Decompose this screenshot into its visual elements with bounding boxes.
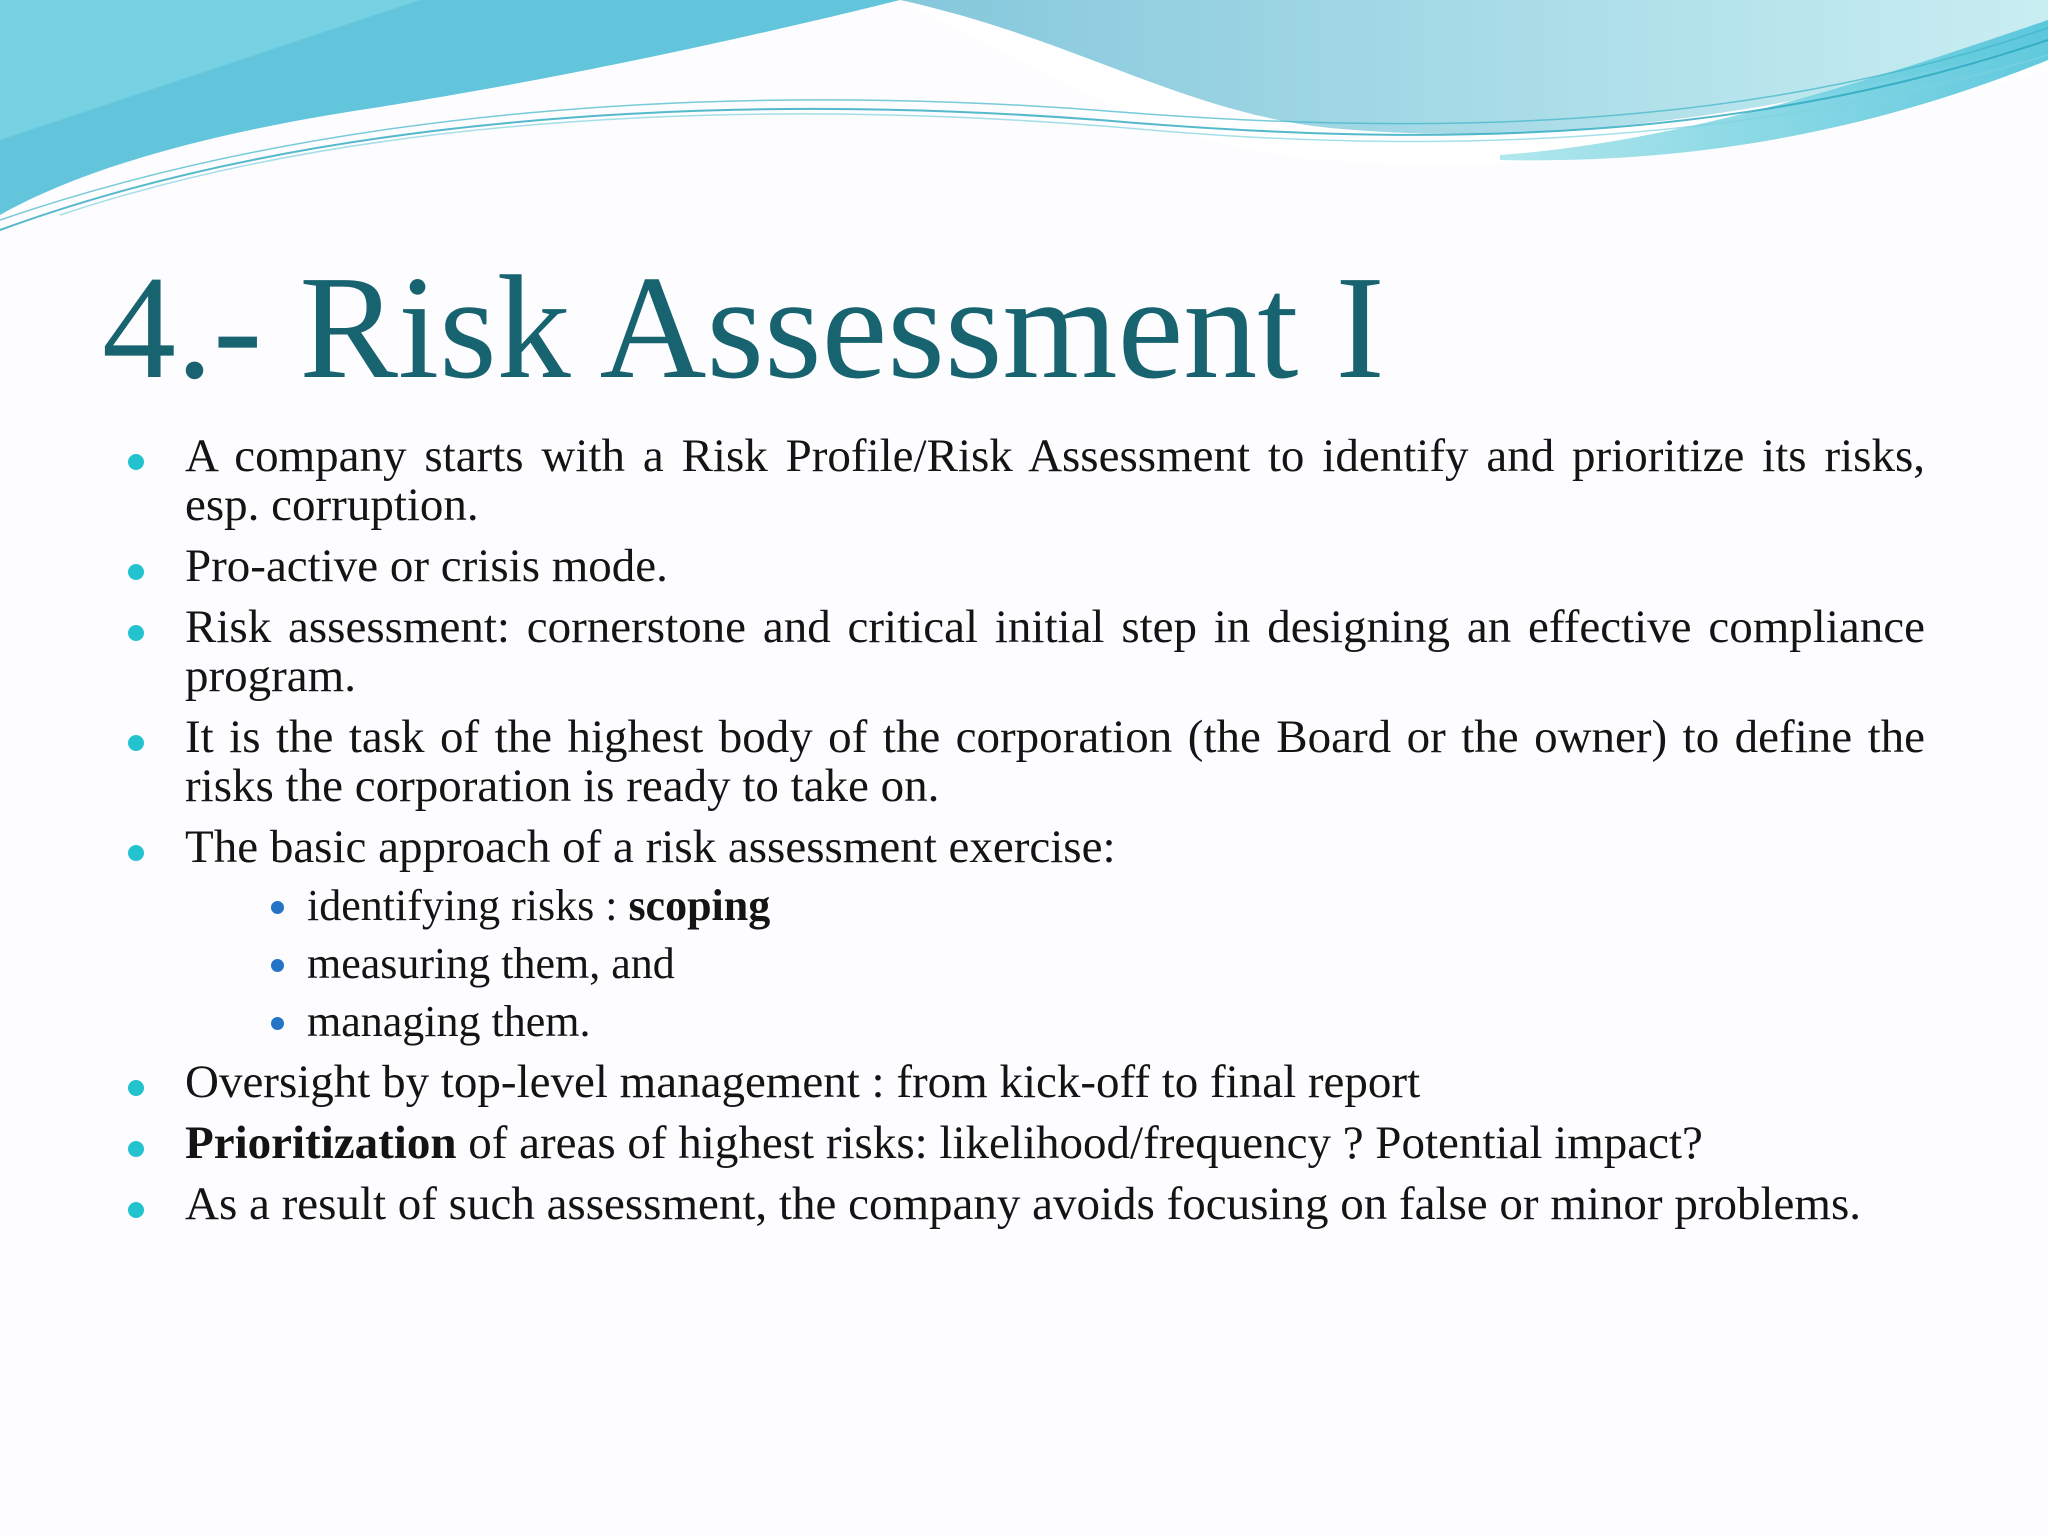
bullet-dot-icon (128, 735, 144, 751)
bullet-bold-text: Prioritization (185, 1117, 457, 1169)
bullet-dot-icon (128, 1141, 144, 1157)
bullet-dot-icon (128, 625, 144, 641)
sub-list-item (185, 998, 1925, 1046)
bullet-text: Oversight by top-level management : from kick-off to final report (185, 1056, 1421, 1108)
bullet-text: It is the task of the highest body of the corporation (the Board or the owner) to define the risks the corporation is ready to take on. (185, 711, 1925, 812)
bullet-dot-icon (128, 564, 144, 580)
sub-bullet-dot-icon (271, 901, 284, 914)
list-item (128, 1058, 1925, 1107)
sub-bullet-text (267, 882, 770, 930)
bullet-list (128, 432, 1925, 1229)
list-item (128, 823, 1925, 1046)
sub-bullet-dot-icon (271, 1017, 284, 1030)
list-item (128, 1180, 1925, 1229)
sub-bullet-prefix: identifying risks : (307, 881, 629, 930)
bullet-text: The basic approach of a risk assessment exercise: (185, 821, 1116, 873)
bullet-dot-icon (128, 1080, 144, 1096)
slide-content (128, 432, 1925, 1241)
bullet-dot-icon (128, 454, 144, 470)
bullet-text: A company starts with a Risk Profile/Risk Assessment to identify and prioritize its risks, esp. corruption. (185, 430, 1925, 531)
sub-bullet-dot-icon (271, 959, 284, 972)
sub-bullet-text: managing them. (307, 997, 591, 1046)
page-title: 4.- Risk Assessment I (102, 246, 1385, 410)
list-item (128, 713, 1925, 811)
bullet-dot-icon (128, 1202, 144, 1218)
sub-bullet-bold: scoping (628, 881, 771, 930)
sub-list-item (185, 882, 1925, 930)
bullet-text: Pro-active or crisis mode. (185, 540, 668, 592)
bullet-text: As a result of such assessment, the company avoids focusing on false or minor problems. (185, 1178, 1862, 1230)
sub-list-item (185, 940, 1925, 988)
sub-bullet-text: measuring them, and (307, 939, 675, 988)
sub-bullet-list (185, 882, 1925, 1046)
list-item (128, 1119, 1925, 1168)
bullet-text: of areas of highest risks: likelihood/frequency ? Potential impact? (456, 1117, 1703, 1169)
wave-header-decoration (0, 0, 2048, 240)
list-item (128, 432, 1925, 530)
bullet-dot-icon (128, 845, 144, 861)
bullet-text: Risk assessment: cornerstone and critical initial step in designing an effective compliance program. (185, 601, 1925, 702)
list-item (128, 603, 1925, 701)
list-item (128, 542, 1925, 591)
